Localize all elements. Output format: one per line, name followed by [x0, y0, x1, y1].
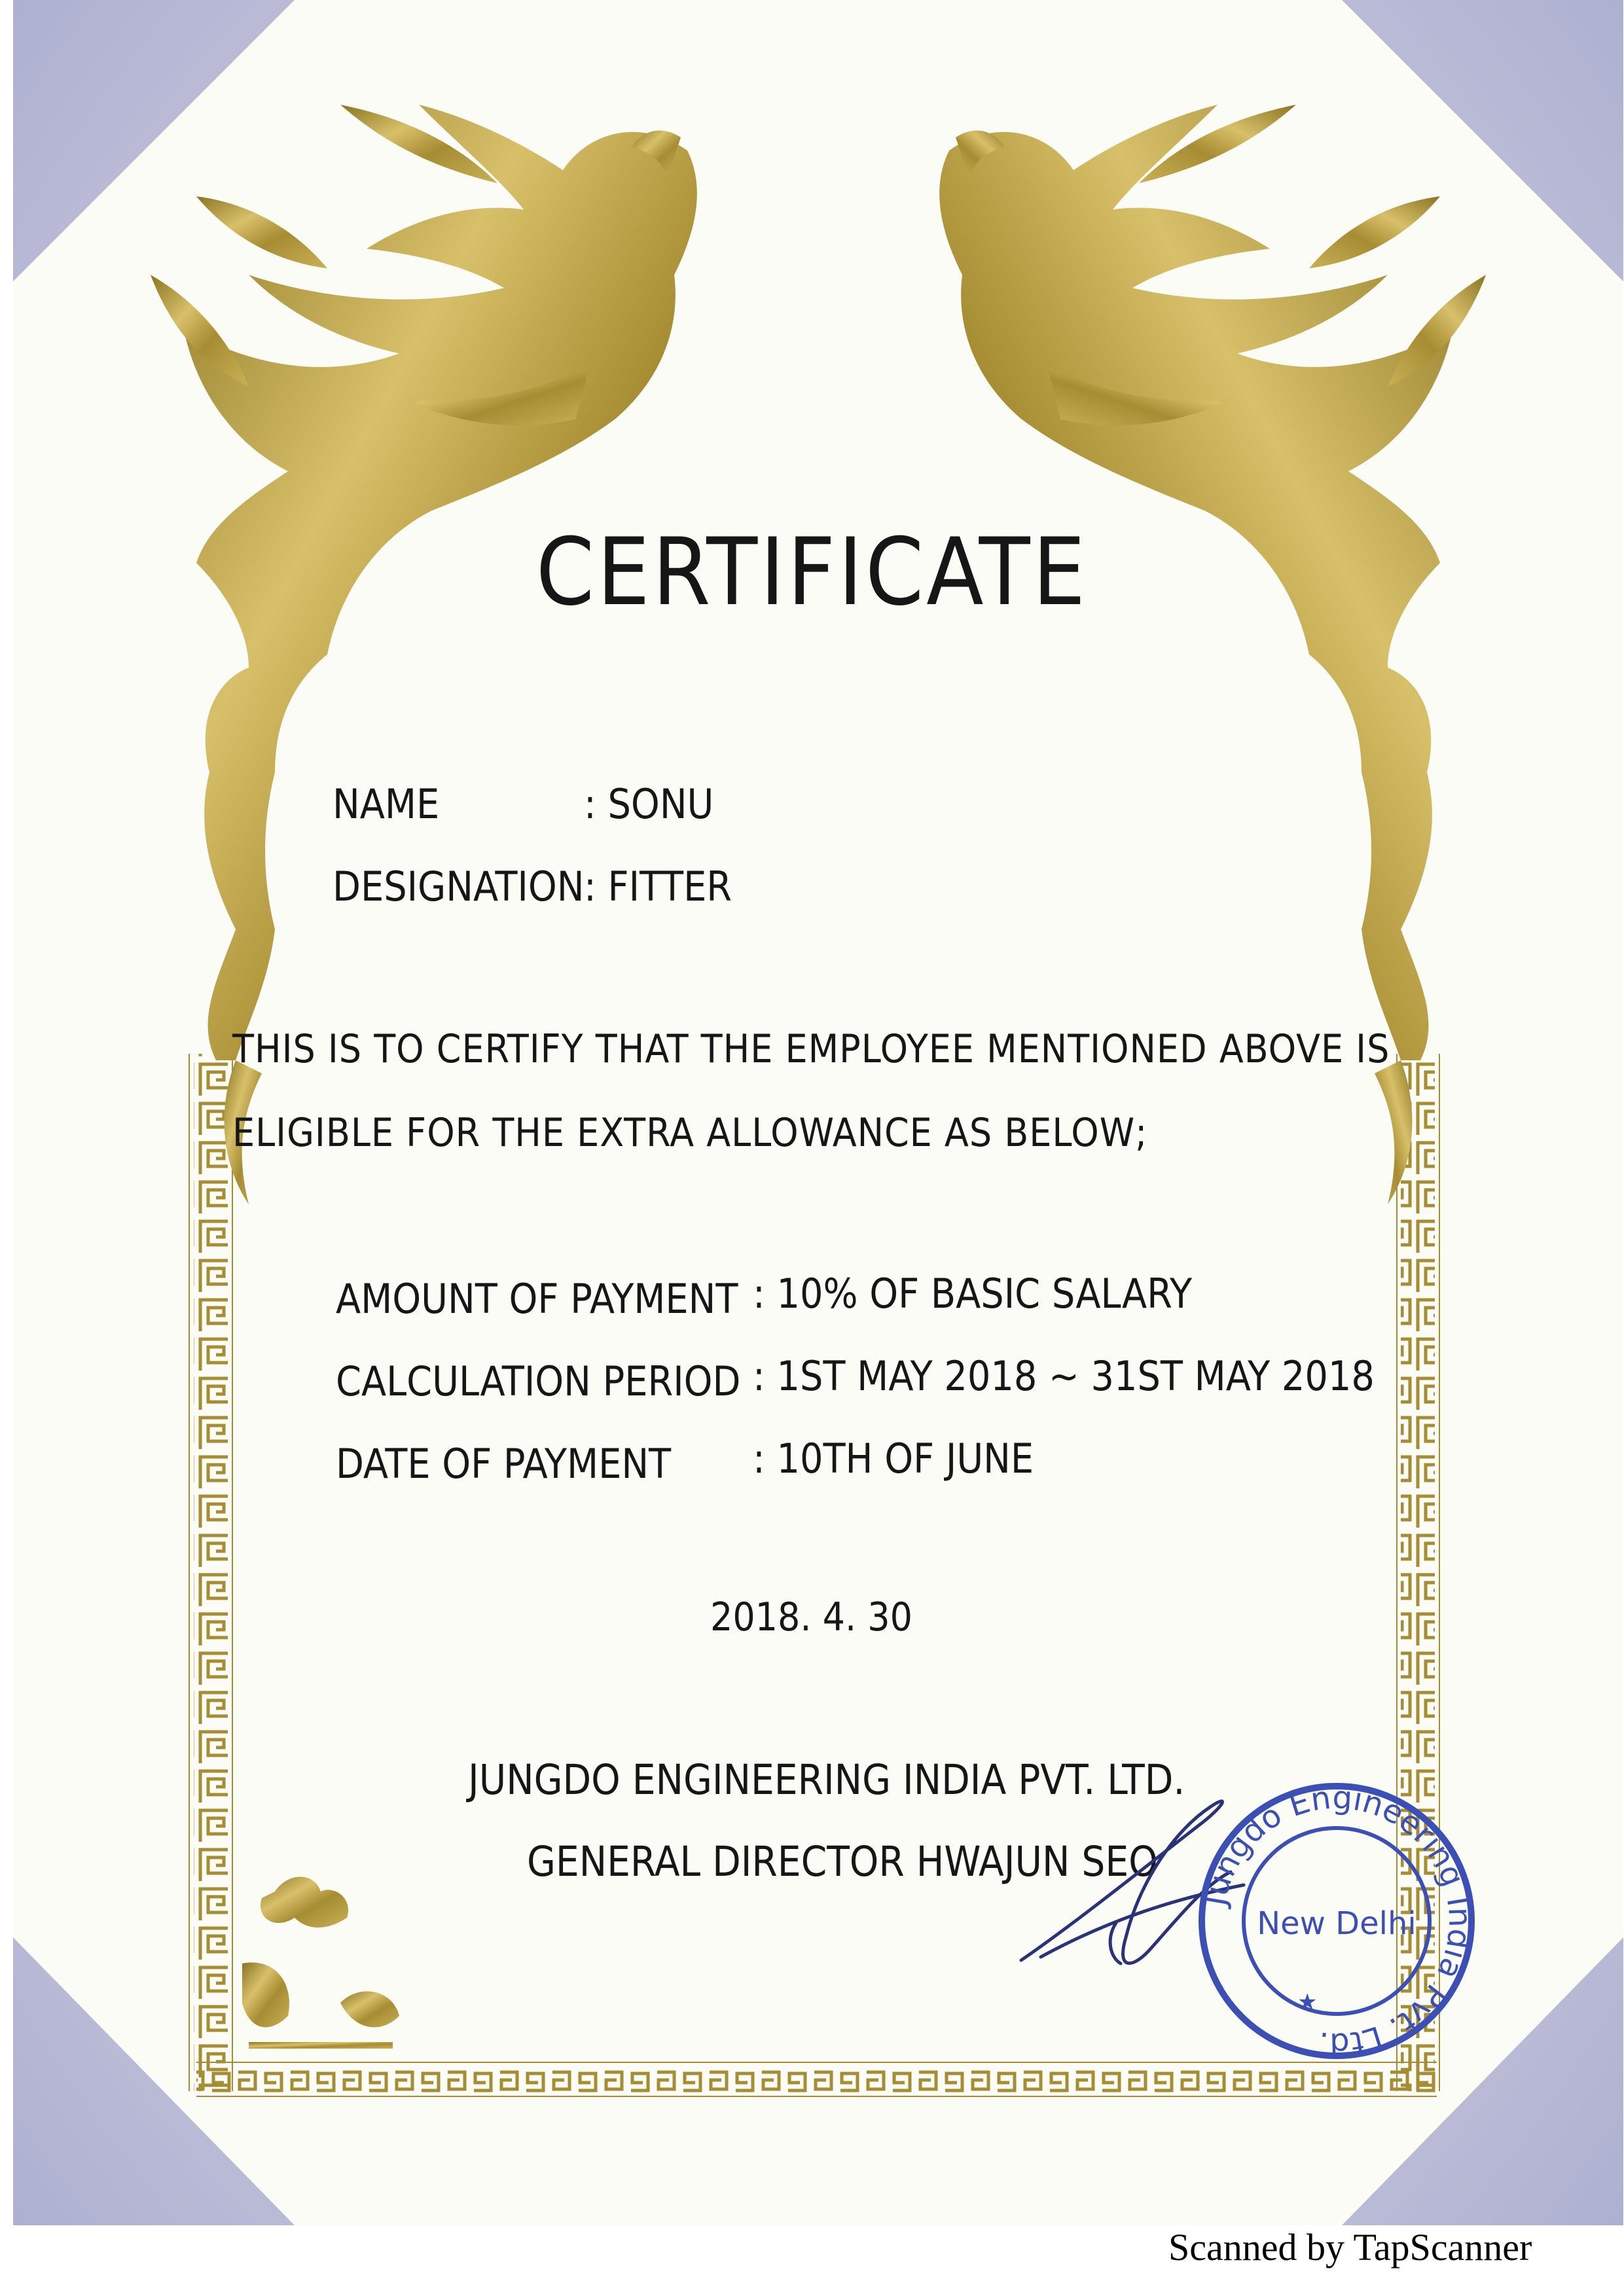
stamp-star-icon: ★ — [1297, 1989, 1318, 2015]
designation-value: : FITTER — [584, 863, 732, 910]
certification-statement-line-2: ELIGIBLE FOR THE EXTRA ALLOWANCE AS BELOW; — [232, 1110, 1148, 1156]
company-name: JUNGDO ENGINEERING INDIA PVT. LTD. — [468, 1756, 1185, 1804]
certification-statement-line-1: THIS IS TO CERTIFY THAT THE EMPLOYEE MENTIONED ABOVE IS — [232, 1026, 1390, 1072]
company-seal-stamp — [1196, 1780, 1478, 2063]
designation-label: DESIGNATION — [333, 863, 585, 910]
calculation-period-value: : 1ST MAY 2018 ~ 31ST MAY 2018 — [753, 1352, 1375, 1400]
amount-of-payment-label: AMOUNT OF PAYMENT — [336, 1275, 738, 1323]
signatory-line: GENERAL DIRECTOR HWAJUN SEO — [527, 1838, 1158, 1886]
calculation-period-label: CALCULATION PERIOD — [336, 1357, 741, 1405]
date-of-payment-label: DATE OF PAYMENT — [336, 1440, 672, 1488]
certificate-title: CERTIFICATE — [535, 518, 1089, 626]
scanner-watermark: Scanned by TapScanner — [1168, 2226, 1532, 2269]
amount-of-payment-value: : 10% OF BASIC SALARY — [753, 1270, 1193, 1318]
stamp-ring-text: Jungdo Engineering India Pvt. Ltd. — [1196, 1779, 1479, 2063]
issue-date: 2018. 4. 30 — [710, 1594, 912, 1640]
name-value: : SONU — [584, 780, 714, 828]
date-of-payment-value: : 10TH OF JUNE — [753, 1435, 1034, 1482]
stamp-city-text: New Delhi — [1257, 1905, 1416, 1942]
name-label: NAME — [333, 780, 440, 828]
